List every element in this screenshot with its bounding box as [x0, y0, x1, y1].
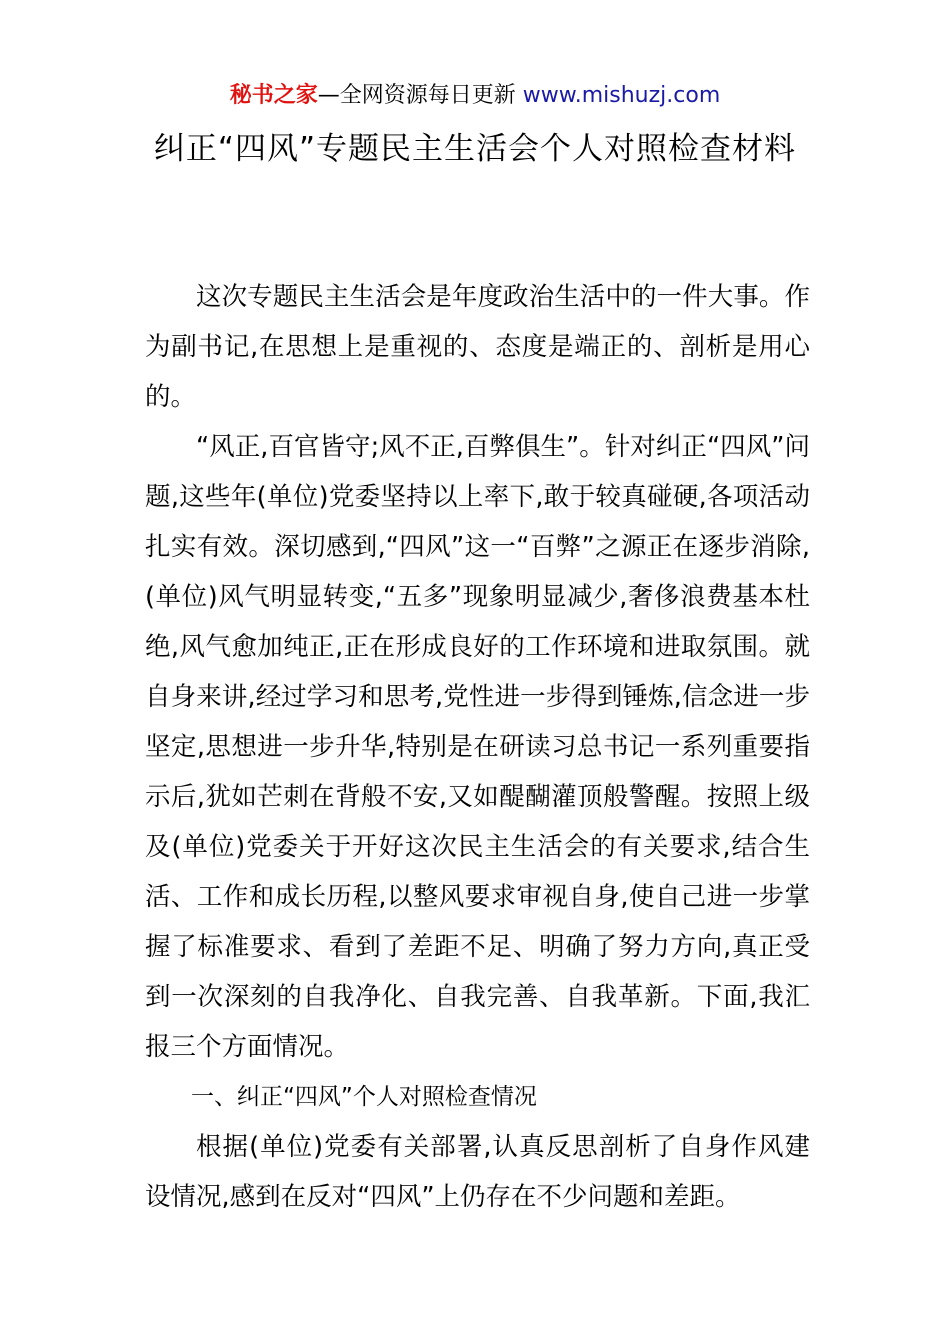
paragraph-section: 根据(单位)党委有关部署,认真反思剖析了自身作风建设情况,感到在反对“四风”上仍存在不少问题和差距。: [145, 1132, 810, 1212]
document-title: 纠正“四风”专题民主生活会个人对照检查材料: [153, 131, 797, 167]
site-header: [0, 80, 950, 112]
paragraph-intro: 这次专题民主生活会是年度政治生活中的一件大事。作为副书记,在思想上是重视的、态度是端正的、剖析是用心的。: [145, 282, 810, 412]
document-body: [145, 272, 810, 1222]
section-heading: 一、纠正“四风”个人对照检查情况: [191, 1084, 537, 1110]
site-url: www.mishuzj.com: [522, 83, 721, 108]
header-slogan: —全网资源每日更新: [317, 83, 523, 108]
brand-name: 秘书之家: [229, 83, 318, 108]
paragraph-main: “风正,百官皆守;风不正,百弊俱生”。针对纠正“四风”问题,这些年(单位)党委坚持以上率下,敢于较真碰硬,各项活动扎实有效。深切感到,“四风”这一“百弊”之源正在逐步消除,(单位)风气明显转变,“五多”现象明显减少,奢侈浪费基本杜绝,风气愈加纯正,正在形成良好的工作环境和进取氛围。就自身来讲,经过学习和思考,党性进一步得到锤炼,信念进一步坚定,思想进一步升华,特别是在研读习总书记一系列重要指示后,犹如芒刺在背般不安,又如醍醐灌顶般警醒。按照上级及(单位)党委关于开好这次民主生活会的有关要求,结合生活、工作和成长历程,以整风要求审视自身,使自己进一步掌握了标准要求、看到了差距不足、明确了努力方向,真正受到一次深刻的自我净化、自我完善、自我革新。下面,我汇报三个方面情况。: [145, 432, 810, 1062]
